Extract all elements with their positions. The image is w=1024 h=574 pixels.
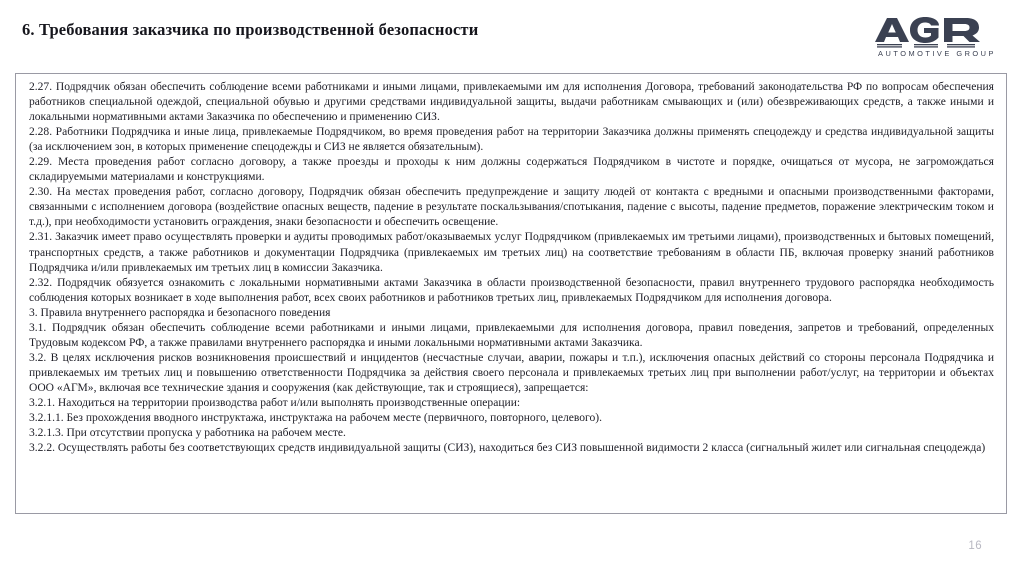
paragraph: 2.31. Заказчик имеет право осуществлять проверки и аудиты проводимых работ/оказываемых услуг Подрядчиком (привлекаемых им третьими лицами), производственных и бытовых помещений, транспортных средств, а также работников и документации Подрядчика (привлекаемых им третьих лиц) на соответствие требованиям в области ПБ, включая проверку знаний работников Подрядчика и/или привлекаемых им третьих лиц в комиссии Заказчика. (29, 231, 994, 274)
section-heading: 3. Правила внутреннего распорядка и безопасного поведения (29, 306, 331, 319)
paragraph: 2.27. Подрядчик обязан обеспечить соблюдение всеми работниками и иными лицами, привлекаемыми им для исполнения Договора, требований законодательства РФ по вопросам обеспечения работников специальной одеждой, специальной обувью и другими средствами индивидуальной защиты, выдачи работникам смывающих и (или) обезвреживающих средств, а также иными и локальными нормативными актами Заказчика по обеспечению и применению СИЗ. (29, 81, 994, 124)
paragraph: 3.2.1. Находиться на территории производства работ и/или выполнять производственные операции: (29, 396, 521, 409)
agr-logo-tagline: AUTOMOTIVE GROUP (878, 49, 996, 58)
paragraph: 3.2.1.3. При отсутствии пропуска у работника на рабочем месте. (29, 427, 346, 440)
agr-wordmark-icon (868, 16, 1006, 48)
page-title: 6. Требования заказчика по производственной безопасности (22, 20, 479, 39)
paragraph: 2.32. Подрядчик обязуется ознакомить с локальными нормативными актами Заказчика в области производственной безопасности, правил внутреннего трудового распорядка необходимость соблюдения которых возникает в ходе выполнения работ, всех своих работников и работников третьих лиц, привлекаемых Подрядчиком для исполнения договора. (29, 276, 994, 304)
page-number: 16 (968, 540, 982, 552)
paragraph: 3.2.2. Осуществлять работы без соответствующих средств индивидуальной защиты (СИЗ), находиться без СИЗ повышенной видимости 2 класса (сигнальный жилет или сигнальная спецодежда) (29, 442, 986, 455)
paragraph: 2.30. На местах проведения работ, согласно договору, Подрядчик обязан обеспечить предупреждение и защиту людей от контакта с вредными и опасными производственными факторами, связанными с исполнением договора (воздействие опасных веществ, падение в результате поскальзывания/спотыкания, падение с высоты, падение предметов, поражение электрическим током и т.д.), при необходимости установить ограждения, знаки безопасности и обеспечить освещение. (29, 186, 994, 229)
agr-logo (868, 16, 1006, 62)
paragraph: 3.2.1.1. Без прохождения вводного инструктажа, инструктажа на рабочем месте (первичного, повторного, целевого). (29, 412, 602, 425)
paragraph: 3.1. Подрядчик обязан обеспечить соблюдение всеми работниками и иными лицами, привлекаемыми для исполнения договора, правил поведения, запретов и требований, определенных Трудовым кодексом РФ, а также правилами внутреннего распорядка и иными локальными нормативными актами Заказчика. (29, 321, 994, 349)
paragraph: 3.2. В целях исключения рисков возникновения происшествий и инцидентов (несчастные случаи, аварии, пожары и т.п.), исключения опасных действий со стороны персонала Подрядчика и привлекаемых им третьих лиц и повышению ответственности Подрядчика за действия своего персонала и привлекаемых третьих лиц при выполнении работ/услуг, на территории и объектах ООО «АГМ», включая все технические здания и сооружения (как действующие, так и строящиеся), запрещается: (29, 351, 994, 394)
paragraph: 2.28. Работники Подрядчика и иные лица, привлекаемые Подрядчиком, во время проведения работ на территории Заказчика должны применять спецодежду и средства индивидуальной защиты (за исключением зон, в которых применение спецодежды и СИЗ не является обязательным). (29, 126, 994, 154)
slide-header (0, 0, 1024, 72)
paragraph: 2.29. Места проведения работ согласно договору, а также проезды и проходы к ним должны содержаться Подрядчиком в чистоте и порядке, очищаться от мусора, не загромождаться складируемыми материалами и конструкциями. (29, 156, 994, 184)
document-text-box (15, 73, 1007, 514)
